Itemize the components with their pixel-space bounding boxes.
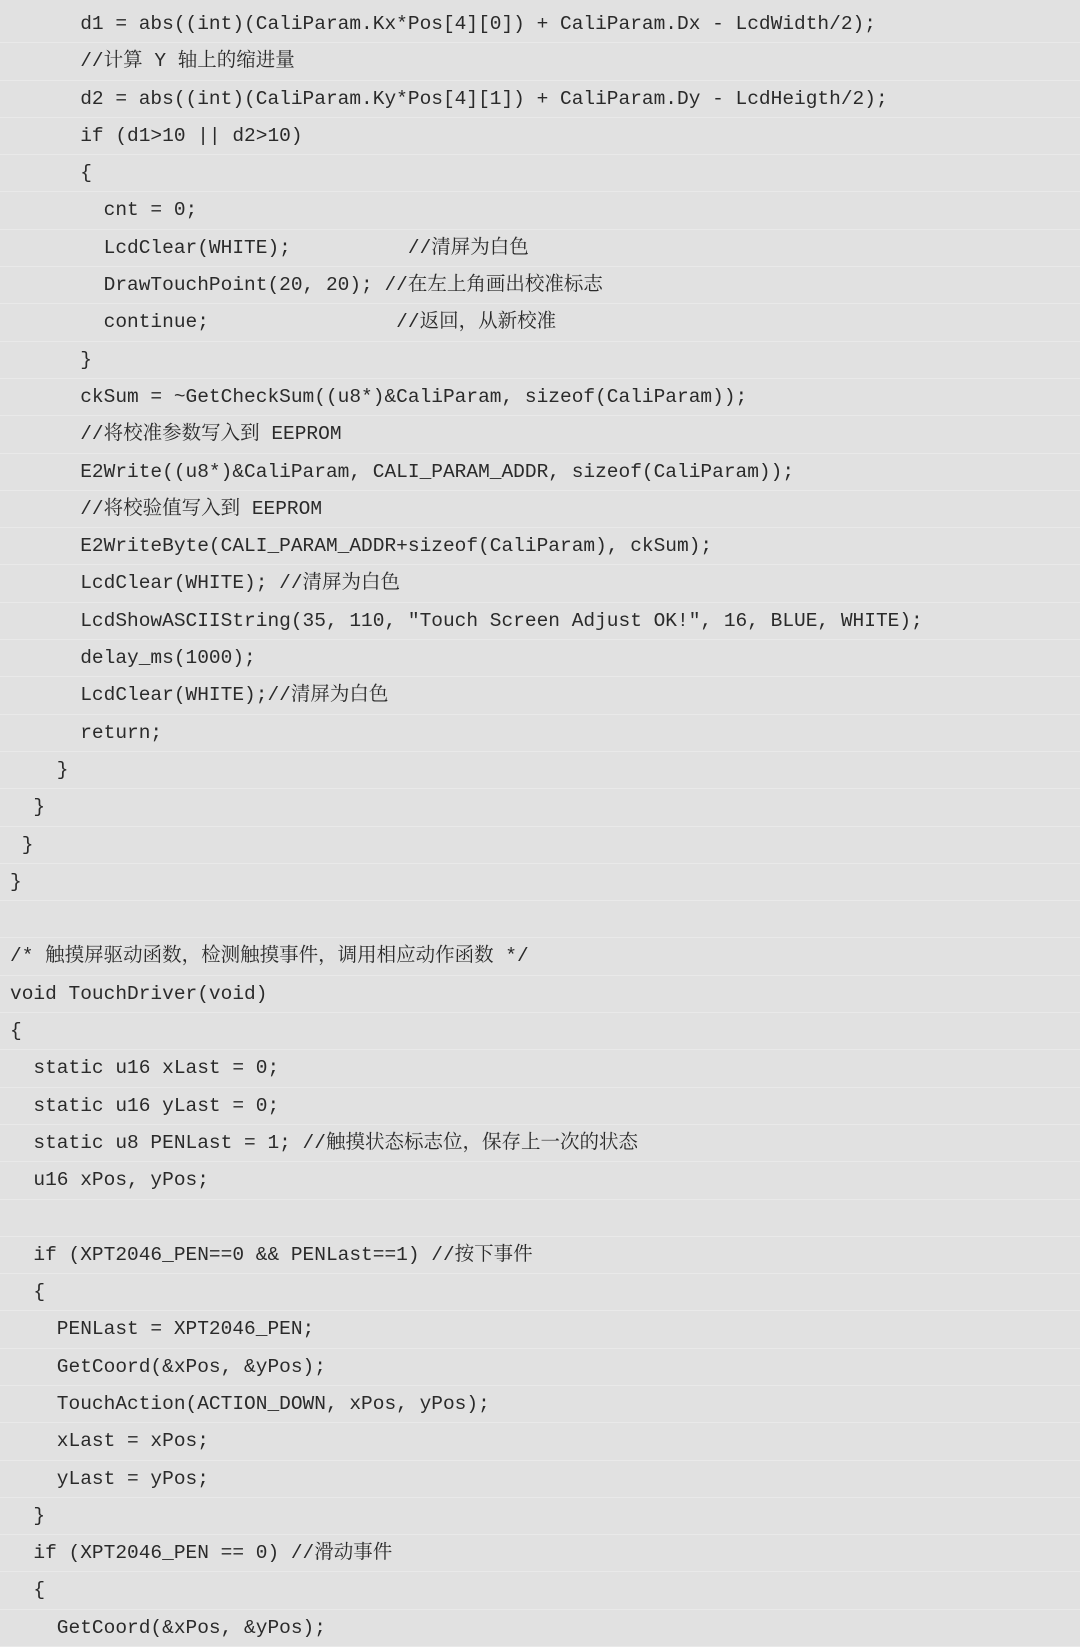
code-line: LcdClear(WHITE); //清屏为白色 — [0, 230, 1080, 267]
code-line: /* 触摸屏驱动函数，检测触摸事件，调用相应动作函数 */ — [0, 938, 1080, 975]
code-line: continue; //返回，从新校准 — [0, 304, 1080, 341]
code-line: PENLast = XPT2046_PEN; — [0, 1311, 1080, 1348]
code-line: } — [0, 864, 1080, 901]
code-line: //将校准参数写入到 EEPROM — [0, 416, 1080, 453]
code-line: yLast = yPos; — [0, 1461, 1080, 1498]
code-line: { — [0, 1013, 1080, 1050]
code-line: } — [0, 342, 1080, 379]
code-line: u16 xPos, yPos; — [0, 1162, 1080, 1199]
code-line: LcdClear(WHITE); //清屏为白色 — [0, 565, 1080, 602]
code-line: } — [0, 789, 1080, 826]
code-line: static u8 PENLast = 1; //触摸状态标志位，保存上一次的状态 — [0, 1125, 1080, 1162]
code-line — [0, 901, 1080, 938]
code-line: if (XPT2046_PEN == 0) //滑动事件 — [0, 1535, 1080, 1572]
code-line: { — [0, 155, 1080, 192]
code-line — [0, 1200, 1080, 1237]
code-line: delay_ms(1000); — [0, 640, 1080, 677]
code-line: return; — [0, 715, 1080, 752]
code-line: ckSum = ~GetCheckSum((u8*)&CaliParam, sizeof(CaliParam)); — [0, 379, 1080, 416]
code-line: TouchAction(ACTION_DOWN, xPos, yPos); — [0, 1386, 1080, 1423]
code-line: E2WriteByte(CALI_PARAM_ADDR+sizeof(CaliParam), ckSum); — [0, 528, 1080, 565]
code-line: static u16 yLast = 0; — [0, 1088, 1080, 1125]
code-line: { — [0, 1572, 1080, 1609]
code-line: xLast = xPos; — [0, 1423, 1080, 1460]
code-line: if (XPT2046_PEN==0 && PENLast==1) //按下事件 — [0, 1237, 1080, 1274]
code-line: //计算 Y 轴上的缩进量 — [0, 43, 1080, 80]
code-line: } — [0, 1498, 1080, 1535]
code-line: if (d1>10 || d2>10) — [0, 118, 1080, 155]
code-line: //将校验值写入到 EEPROM — [0, 491, 1080, 528]
code-line: static u16 xLast = 0; — [0, 1050, 1080, 1087]
code-line: GetCoord(&xPos, &yPos); — [0, 1349, 1080, 1386]
code-line: d1 = abs((int)(CaliParam.Kx*Pos[4][0]) + CaliParam.Dx - LcdWidth/2); — [0, 6, 1080, 43]
code-line: { — [0, 1274, 1080, 1311]
code-line: LcdClear(WHITE);//清屏为白色 — [0, 677, 1080, 714]
code-line: void TouchDriver(void) — [0, 976, 1080, 1013]
code-line: DrawTouchPoint(20, 20); //在左上角画出校准标志 — [0, 267, 1080, 304]
code-line: } — [0, 752, 1080, 789]
code-line: } — [0, 827, 1080, 864]
code-line: LcdShowASCIIString(35, 110, "Touch Screen Adjust OK!", 16, BLUE, WHITE); — [0, 603, 1080, 640]
code-line: d2 = abs((int)(CaliParam.Ky*Pos[4][1]) + CaliParam.Dy - LcdHeigth/2); — [0, 81, 1080, 118]
code-line: cnt = 0; — [0, 192, 1080, 229]
code-line: GetCoord(&xPos, &yPos); — [0, 1610, 1080, 1647]
code-line: E2Write((u8*)&CaliParam, CALI_PARAM_ADDR, sizeof(CaliParam)); — [0, 454, 1080, 491]
